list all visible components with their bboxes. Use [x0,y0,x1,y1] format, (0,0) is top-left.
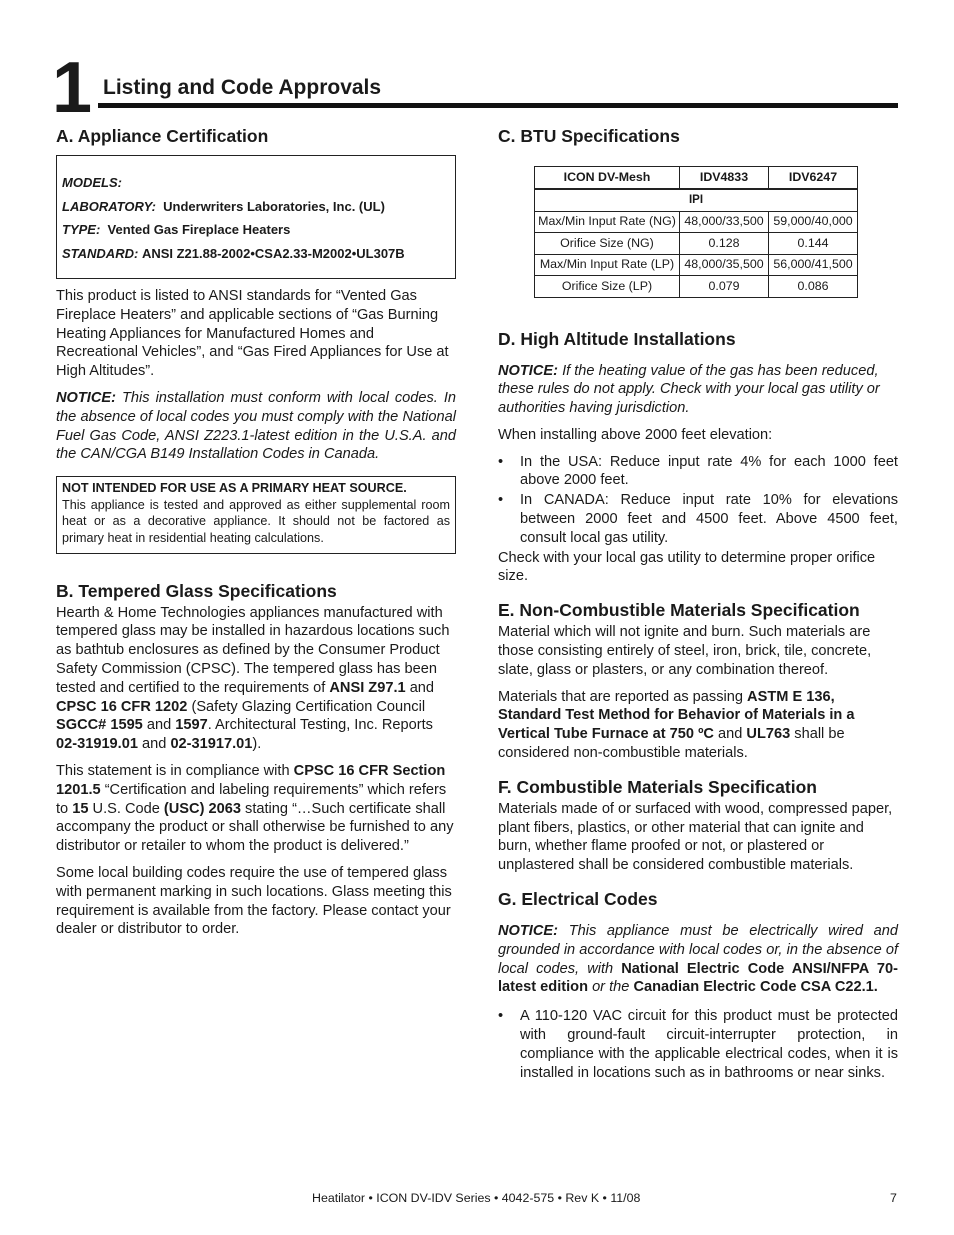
section-a-heading: A. Appliance Certification [56,126,269,146]
left-column [56,125,456,947]
listing-paragraph: This product is listed to ANSI standards for “Vented Gas Fireplace Heaters” and applicable sections of “Gas Burning Heating Appliances for Manufactured Homes and Recreational Vehicles”, and “Gas Fired Appliances for Use at High Altitudes”. [56,288,449,380]
laboratory-label: LABORATORY: [62,198,156,214]
notice-label: NOTICE: [56,389,116,406]
laboratory-value: Underwriters Laboratories, Inc. (UL) [163,198,385,214]
btu-header-cell: IDV6247 [769,167,858,190]
warning-heading: NOT INTENDED FOR USE AS A PRIMARY HEAT SOURCE. [62,481,407,496]
standard-label: STANDARD: [62,245,139,261]
chapter-number: 1 [52,48,91,128]
section-e-heading: E. Non-Combustible Materials Specification [498,600,860,621]
glass-paragraph-1: Hearth & Home Technologies appliances manufactured with tempered glass may be installed in hazardous locations such as bathtub enclosures as defined by the Consumer Product Safety Commission (CPSC). The tempered glass has been tested and certified to the requirements of ANSI Z97.1 and CPSC 16 CFR 1202 (Safety Glazing Certification Council SGCC# 1595 and 1597. Architectural Testing, Inc. Reports 02-31919.01 and 02-31917.01). [56,604,450,753]
electrical-list [498,1007,898,1082]
section-b-heading: B. Tempered Glass Specifications [56,580,337,601]
btu-table [534,166,858,298]
models-label: MODELS: [62,175,122,190]
chapter-title: Listing and Code Approvals [103,76,382,99]
section-g-heading: G. Electrical Codes [498,889,658,910]
standard-value: ANSI Z21.88-2002•CSA2.33-M2002•UL307B [141,245,405,261]
glass-paragraph-3: Some local building codes require the use of tempered glass with permanent marking in such locations. Glass meeting this requirement is available from the factory. Please contact your dealer or distributor to order. [56,864,452,938]
warning-text: This appliance is tested and approved as either supplemental room heat or as a decorative appliance. It should not be factored as primary heat in residential heating calculations. [62,497,450,545]
noncombustible-paragraph-2: Materials that are reported as passing ASTM E 136, Standard Test Method for Behavior of Materials in a Vertical Tube Furnace at 750 ºC and UL763 shall be considered non-combustible materials. [498,688,855,762]
notice-text: This installation must conform with local codes. In the absence of local codes you must comply with the National Fuel Gas Code, ANSI Z223.1-latest edition in the U.S.A. and the CAN/CGA B149 Installation Codes in Canada. [56,389,456,463]
table-row: Max/Min Input Rate (NG) 48,000/33,500 59,000/40,000 [535,211,858,233]
btu-header-cell: ICON DV-Mesh [535,167,680,190]
btu-subheader: IPI [535,189,858,211]
altitude-outro: Check with your local gas utility to determine proper orifice size. [498,549,876,585]
page-number: 7 [890,1191,897,1205]
table-row: Orifice Size (NG) 0.128 0.144 [535,233,858,255]
footer-text: Heatilator • ICON DV-IDV Series • 4042-575 • Rev K • 11/08 [312,1191,641,1205]
section-c-heading: C. BTU Specifications [498,126,680,146]
altitude-notice: NOTICE: If the heating value of the gas has been reduced, these rules do not apply. Check with your local gas utility or authorities having jurisdiction. [498,362,880,417]
right-column [498,125,898,1083]
list-item: • In the USA: Reduce input rate 4% for each 1000 feet above 2000 feet. [498,453,898,491]
btu-header-cell: IDV4833 [680,167,769,190]
certification-box [56,155,456,279]
title-rule [98,103,898,108]
table-row: Orifice Size (LP) 0.079 0.086 [535,276,858,298]
section-d-heading: D. High Altitude Installations [498,328,736,349]
altitude-intro: When installing above 2000 feet elevation: [498,426,773,443]
primary-heat-warning-box [56,476,456,553]
type-label: TYPE: [62,222,101,237]
table-row: Max/Min Input Rate (LP) 48,000/35,500 56,000/41,500 [535,254,858,276]
combustible-paragraph: Materials made of or surfaced with wood, compressed paper, plant fibers, plastics, or other material that can ignite and burn, whether flame proofed or not, or plastered or unplastered shall be considered combustible materials. [498,800,893,874]
list-item: • In CANADA: Reduce input rate 10% for elevations between 2000 feet and 4500 feet. Above 4500 feet, consult local gas utility. [498,491,898,547]
type-value: Vented Gas Fireplace Heaters [107,222,291,237]
noncombustible-paragraph-1: Material which will not ignite and burn. Such materials are those consisting entirely of steel, iron, brick, tile, concrete, slate, glass or plasters, or any combination thereof. [498,624,872,678]
electrical-notice: NOTICE: This appliance must be electrically wired and grounded in accordance with local codes or, in the absence of local codes, with National Electric Code ANSI/NFPA 70-latest edition or the Canadian Electric Code CSA C22.1. [498,923,898,996]
local-codes-notice [56,389,456,464]
list-item: • A 110-120 VAC circuit for this product must be protected with ground-fault circuit-interrupter protection, in compliance with the applicable electrical codes, when it is installed in locations such as in bathrooms or near sinks. [498,1007,898,1082]
section-f-heading: F. Combustible Materials Specification [498,776,817,797]
btu-table-header [535,167,858,190]
glass-paragraph-2: This statement is in compliance with CPSC 16 CFR Section 1201.5 “Certification and labeling requirements” which refers to 15 U.S. Code (USC) 2063 stating “…Such certificate shall accompany the product or shall otherwise be furnished to any distributor or retailer to whom the product is delivered.” [56,762,454,855]
altitude-list [498,453,898,548]
